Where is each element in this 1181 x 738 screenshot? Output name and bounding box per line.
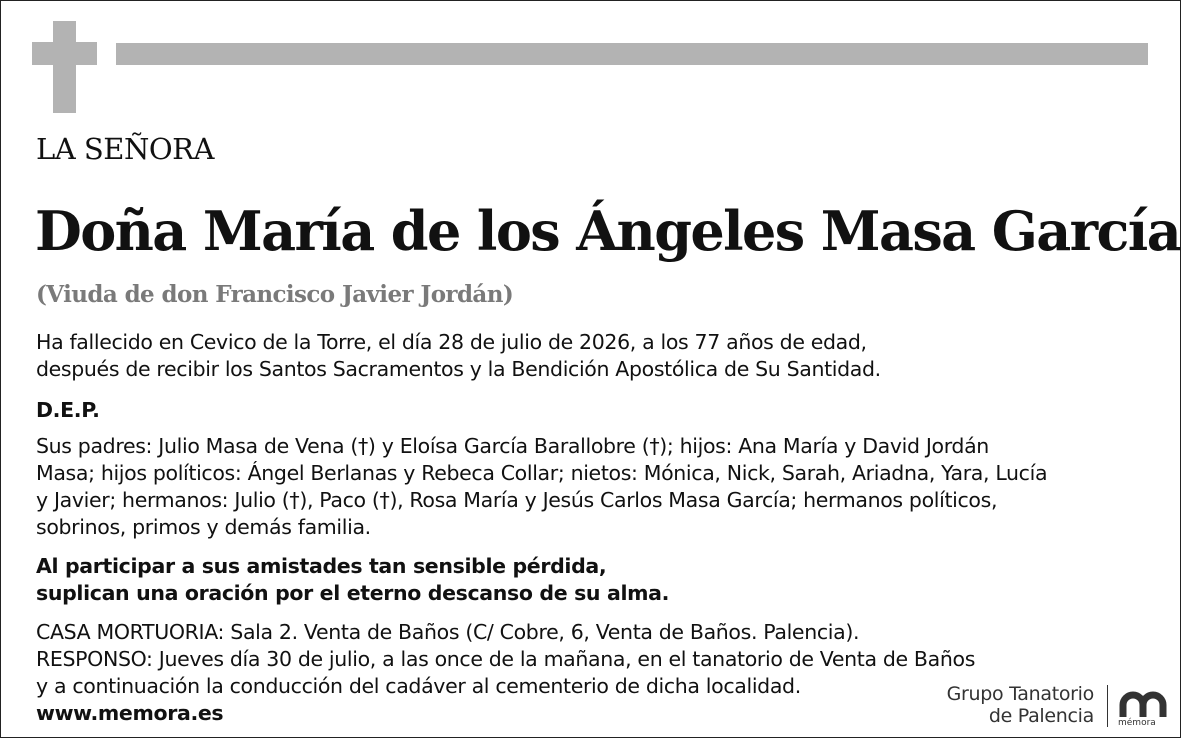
brand-line-1: Grupo Tanatorio <box>946 683 1094 705</box>
family-line-4: sobrinos, primos y demás familia. <box>36 515 371 539</box>
website-link[interactable]: www.memora.es <box>36 701 224 725</box>
dep-label: D.E.P. <box>36 398 100 422</box>
brand-divider <box>1107 685 1108 727</box>
cross-icon-bar <box>32 42 97 65</box>
cross-icon <box>53 21 76 113</box>
header-rule <box>116 43 1148 65</box>
service-line-1: RESPONSO: Jueves día 30 de julio, a las once de la mañana, en el tanatorio de Venta de Baños <box>36 647 976 671</box>
family-line-1: Sus padres: Julio Masa de Vena (†) y Eloísa García Barallobre (†); hijos: Ana María y David Jordán <box>36 434 989 458</box>
prayer-line-1: Al participar a sus amistades tan sensible pérdida, <box>36 554 607 578</box>
logo-wordmark: mémora <box>1118 718 1156 728</box>
family-line-3: y Javier; hermanos: Julio (†), Paco (†), Rosa María y Jesús Carlos Masa García; hermanos políticos, <box>36 488 998 512</box>
honorific: LA SEÑORA <box>36 132 214 166</box>
family-line-2: Masa; hijos políticos: Ángel Berlanas y Rebeca Collar; nietos: Mónica, Nick, Sarah, Ariadna, Yara, Lucía <box>36 461 1048 485</box>
widow-of: (Viuda de don Francisco Javier Jordán) <box>36 281 514 308</box>
death-notice-line-2: después de recibir los Santos Sacramentos y la Bendición Apostólica de Su Santidad. <box>36 357 881 381</box>
deceased-name: Doña María de los Ángeles Masa García <box>35 199 1181 263</box>
death-notice-line-1: Ha fallecido en Cevico de la Torre, el día 28 de julio de 2026, a los 77 años de edad, <box>36 330 867 354</box>
service-line-2: y a continuación la conducción del cadáver al cementerio de dicha localidad. <box>36 674 801 698</box>
brand-name <box>947 683 1094 727</box>
funeral-home-line: CASA MORTUORIA: Sala 2. Venta de Baños (C/ Cobre, 6, Venta de Baños. Palencia). <box>36 620 860 644</box>
brand-line-2: de Palencia <box>988 705 1094 727</box>
prayer-line-2: suplican una oración por el eterno descanso de su alma. <box>36 581 670 605</box>
